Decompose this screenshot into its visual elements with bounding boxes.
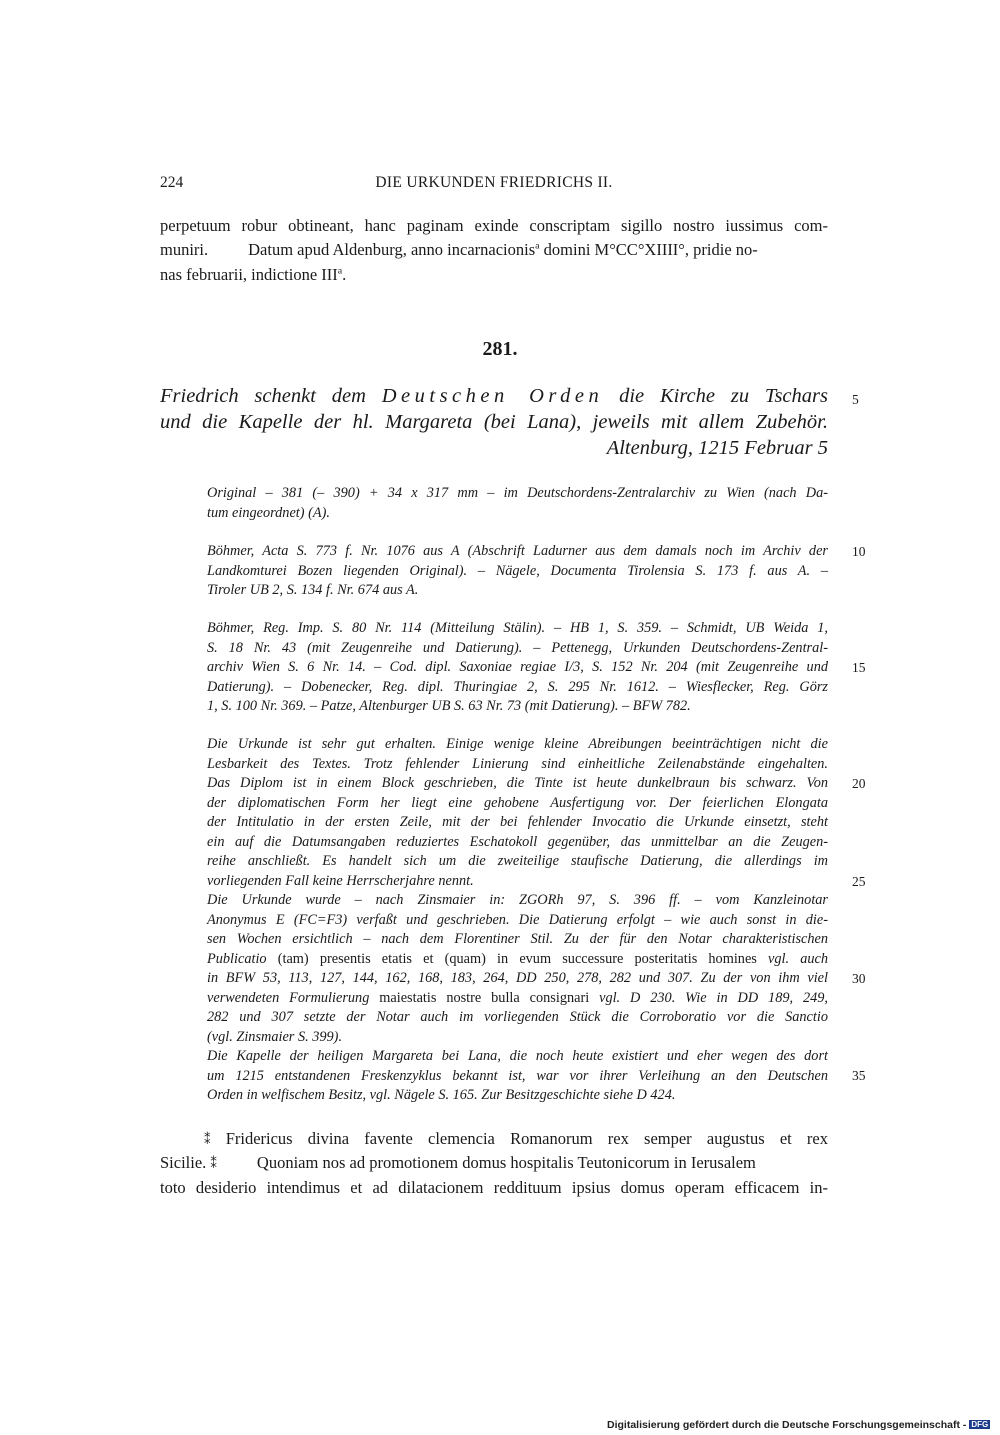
note-line: Böhmer, Reg. Imp. S. 80 Nr. 114 (Mitteilung Stälin). – HB 1, S. 359. – Schmidt, UB Weida 1, <box>207 620 828 636</box>
note-line: archiv Wien S. 6 Nr. 14. – Cod. dipl. Saxoniae regiae I/3, S. 152 Nr. 204 (mit Zeugenreihe und <box>207 659 828 675</box>
note-line: reihe anschließt. Es handelt sich um die zweiteilige staufische Datierung, die allerdings im <box>207 853 828 869</box>
note-line: Die Urkunde ist sehr gut erhalten. Einige wenige kleine Abreibungen beeinträchtigen nicht die <box>207 736 828 752</box>
note-line: Landkomturei Bozen liegenden Original). – Nägele, Documenta Tirolensia S. 173 f. aus A. – <box>207 562 828 579</box>
note-line: Die Urkunde wurde – nach Zinsmaier in: ZGORh 97, S. 396 ff. – vom Kanzleinotar <box>207 892 828 908</box>
line-number: 30 <box>852 971 866 986</box>
document-number: 281. <box>482 338 518 360</box>
note-line: sen Wochen ersichtlich – nach dem Florentiner Stil. Zu der für den Notar charakteristischen <box>207 931 828 947</box>
note-line: 1, S. 100 Nr. 369. – Patze, Altenburger UB S. 63 Nr. 73 (mit Datierung). – BFW 782. <box>207 698 691 714</box>
chrismon-icon: ⁑ <box>204 1133 211 1148</box>
note-line: Publicatio (tam) presentis etatis et (quam) in evum successure posteritatis homines vgl. auch <box>207 950 829 967</box>
note-line: S. 18 Nr. 43 (mit Zeugenreihe und Datierung). – Pettenegg, Urkunden Deutschordens-Zentral- <box>207 639 828 656</box>
intro-line: perpetuum robur obtineant, hanc paginam exinde conscriptam sigillo nostro iussimus com- <box>160 216 828 235</box>
page-number: 224 <box>160 174 184 191</box>
regest-line: und die Kapelle der hl. Margareta (bei Lana), jeweils mit allem Zubehör. <box>160 411 828 433</box>
monogram-icon: ⁑ <box>210 1157 217 1172</box>
note-line: Original – 381 (– 390) + 34 x 317 mm – im Deutschordens-Zentralarchiv zu Wien (nach Da- <box>207 485 828 501</box>
note-line: vorliegenden Fall keine Herrscherjahre nennt. <box>207 872 474 889</box>
note-line: tum eingeordnet) (A). <box>207 504 330 521</box>
running-title: DIE URKUNDEN FRIEDRICHS II. <box>375 174 613 191</box>
line-number: 20 <box>852 776 866 791</box>
note-line: Böhmer, Acta S. 773 f. Nr. 1076 aus A (Abschrift Ladurner aus dem damals noch im Archiv der <box>207 543 828 559</box>
note-line: Orden in welfischem Besitz, vgl. Nägele S. 165. Zur Besitzgeschichte siehe D 424. <box>207 1087 676 1103</box>
intro-line: muniri. Datum apud Aldenburg, anno incarnacionis$^a$ domini M°CC°XIIII°, pridie no- <box>160 240 758 259</box>
line-number: 25 <box>852 874 866 889</box>
note-line: in BFW 53, 113, 127, 144, 162, 168, 183, 264, DD 250, 278, 282 und 307. Zu der von ihm viel <box>207 970 828 986</box>
line-number: 10 <box>852 544 866 559</box>
charter-line: toto desiderio intendimus et ad dilatacionem reddituum ipsius domus operam efficacem in- <box>160 1178 828 1197</box>
note-line: (vgl. Zinsmaier S. 399). <box>207 1028 343 1045</box>
note-line: Das Diplom ist in einem Block geschrieben, die Tinte ist heute dunkelbraun bis schwarz. Von <box>207 775 828 791</box>
charter-line: ⁑ Fridericus divina favente clemencia Romanorum rex semper augustus et rex <box>204 1129 828 1148</box>
line-number: 15 <box>852 660 866 675</box>
dfg-logo: DFG <box>971 1420 989 1429</box>
line-number: 35 <box>852 1068 866 1083</box>
regest-date: Altenburg, 1215 Februar 5 <box>606 437 828 459</box>
note-line: um 1215 entstandenen Freskenzyklus bekannt ist, war vor ihrer Verleihung an den Deutschen <box>207 1067 828 1084</box>
note-line: der diplomatischen Form her liegt eine gehobene Ausfertigung vor. Der feierlichen Elongata <box>207 794 828 811</box>
charter-line: Sicilie. ⁑ Quoniam nos ad promotionem domus hospitalis Teutonicorum in Ierusalem <box>160 1153 756 1172</box>
note-line: Anonymus E (FC=F3) verfaßt und geschrieben. Die Datierung erfolgt – wie auch sonst in die- <box>207 911 828 928</box>
note-line: Tiroler UB 2, S. 134 f. Nr. 674 aus A. <box>207 582 419 598</box>
note-line: ein auf die Datumsangaben reduziertes Eschatokoll gegenüber, das unmittelbar an die Zeugen- <box>207 833 828 850</box>
line-number: 5 <box>852 392 859 407</box>
note-line: 282 und 307 setzte der Notar auch im vorliegenden Stück die Corroboratio vor die Sanctio <box>207 1009 828 1025</box>
funding-footer: Digitalisierung gefördert durch die Deutsche Forschungsgemeinschaft - DFG <box>607 1419 989 1431</box>
note-line: Lesbarkeit des Textes. Trotz fehlender Linierung sind einheitliche Zeilenabstände eingehalten. <box>207 755 828 772</box>
note-line: der Intitulatio in der ersten Zeile, mit der bei fehlender Invocatio die Urkunde einsetzt, steht <box>207 814 828 830</box>
regest-line: Friedrich schenkt dem Deutschen Orden die Kirche zu Tschars <box>160 385 828 407</box>
page-header <box>160 174 828 196</box>
intro-line: nas februarii, indictione III$^a$. <box>160 265 347 284</box>
note-line: Datierung). – Dobenecker, Reg. dipl. Thuringiae 2, S. 295 Nr. 1612. – Wiesflecker, Reg. Görz <box>207 678 828 695</box>
note-line: verwendeten Formulierung maiestatis nostre bulla consignari vgl. D 230. Wie in DD 189, 249, <box>207 989 828 1006</box>
note-line: Die Kapelle der heiligen Margareta bei Lana, die noch heute existiert und eher wegen des dort <box>207 1048 828 1064</box>
